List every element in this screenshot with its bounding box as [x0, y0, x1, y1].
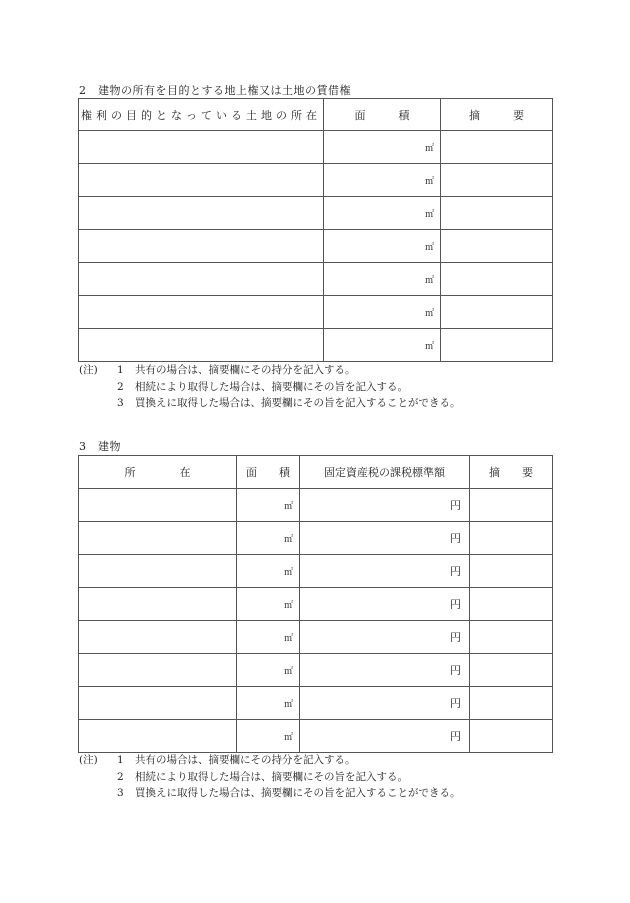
land-rights-table [78, 98, 553, 362]
remarks-cell[interactable] [441, 131, 553, 164]
area-cell[interactable]: ㎡ [237, 555, 300, 588]
tax-value-cell[interactable]: 円 [300, 687, 470, 720]
note-text: 買換えに取得した場合は、摘要欄にその旨を記入することができる。 [135, 397, 461, 409]
section3-notes [79, 752, 461, 802]
remarks-cell[interactable] [470, 555, 553, 588]
area-cell[interactable]: ㎡ [237, 489, 300, 522]
note-number: 2 [117, 380, 124, 393]
land-location-cell[interactable] [79, 197, 324, 230]
land-location-cell[interactable] [79, 164, 324, 197]
table-row [79, 720, 553, 753]
table-row [79, 621, 553, 654]
land-location-cell[interactable] [79, 329, 324, 362]
tax-value-cell[interactable]: 円 [300, 588, 470, 621]
remarks-cell[interactable] [470, 588, 553, 621]
remarks-cell[interactable] [470, 621, 553, 654]
tax-value-cell[interactable]: 円 [300, 522, 470, 555]
table-row [79, 555, 553, 588]
building-location-cell[interactable] [79, 489, 237, 522]
table-row [79, 687, 553, 720]
header-remarks: 摘 要 [470, 456, 553, 489]
building-location-cell[interactable] [79, 522, 237, 555]
area-cell[interactable]: ㎡ [324, 296, 441, 329]
area-cell[interactable]: ㎡ [237, 687, 300, 720]
header-tax-value: 固定資産税の課税標準額 [300, 456, 470, 489]
remarks-cell[interactable] [470, 687, 553, 720]
land-location-cell[interactable] [79, 296, 324, 329]
tax-value-cell[interactable]: 円 [300, 555, 470, 588]
remarks-cell[interactable] [441, 164, 553, 197]
section3-title: 3 建物 [79, 440, 121, 453]
table-row [79, 230, 553, 263]
header-remarks: 摘 要 [441, 99, 553, 131]
remarks-cell[interactable] [441, 263, 553, 296]
remarks-cell[interactable] [441, 230, 553, 263]
area-cell[interactable]: ㎡ [237, 621, 300, 654]
land-location-cell[interactable] [79, 263, 324, 296]
area-cell[interactable]: ㎡ [324, 230, 441, 263]
area-cell[interactable]: ㎡ [324, 164, 441, 197]
tax-value-cell[interactable]: 円 [300, 621, 470, 654]
building-location-cell[interactable] [79, 687, 237, 720]
remarks-cell[interactable] [470, 489, 553, 522]
note-label: (注) [79, 364, 98, 376]
note-text: 共有の場合は、摘要欄にその持分を記入する。 [135, 754, 356, 766]
note-text: 買換えに取得した場合は、摘要欄にその旨を記入することができる。 [135, 787, 461, 799]
table-row [79, 522, 553, 555]
section2-title: 2 建物の所有を目的とする地上権又は土地の賃借権 [79, 84, 351, 97]
note-number: 3 [117, 787, 124, 799]
header-land-location: 権利の目的となっている土地の所在 [79, 99, 324, 131]
area-cell[interactable]: ㎡ [237, 522, 300, 555]
tax-value-cell[interactable]: 円 [300, 720, 470, 753]
table-row [79, 164, 553, 197]
building-location-cell[interactable] [79, 720, 237, 753]
building-location-cell[interactable] [79, 588, 237, 621]
area-cell[interactable]: ㎡ [324, 263, 441, 296]
area-cell[interactable]: ㎡ [324, 131, 441, 164]
land-location-cell[interactable] [79, 131, 324, 164]
area-cell[interactable]: ㎡ [324, 197, 441, 230]
tax-value-cell[interactable]: 円 [300, 654, 470, 687]
note-label: (注) [79, 754, 98, 766]
note-number: 3 [117, 397, 124, 409]
section2-notes [79, 362, 461, 412]
note-number: 2 [117, 770, 124, 783]
remarks-cell[interactable] [441, 329, 553, 362]
table-row [79, 197, 553, 230]
header-area: 面 積 [324, 99, 441, 131]
area-cell[interactable]: ㎡ [237, 588, 300, 621]
remarks-cell[interactable] [441, 197, 553, 230]
header-building-location: 所 在 [79, 456, 237, 489]
table-row [79, 296, 553, 329]
building-location-cell[interactable] [79, 555, 237, 588]
area-cell[interactable]: ㎡ [237, 720, 300, 753]
table-row [79, 329, 553, 362]
building-location-cell[interactable] [79, 621, 237, 654]
note-number: 1 [117, 754, 124, 766]
table-row [79, 489, 553, 522]
buildings-table [78, 455, 553, 753]
table-row [79, 654, 553, 687]
table-row [79, 263, 553, 296]
area-cell[interactable]: ㎡ [324, 329, 441, 362]
tax-value-cell[interactable]: 円 [300, 489, 470, 522]
table-row [79, 131, 553, 164]
note-number: 1 [117, 364, 124, 376]
remarks-cell[interactable] [470, 654, 553, 687]
note-text: 共有の場合は、摘要欄にその持分を記入する。 [135, 364, 356, 376]
table-row [79, 588, 553, 621]
building-location-cell[interactable] [79, 654, 237, 687]
note-text: 相続により取得した場合は、摘要欄にその旨を記入する。 [135, 380, 408, 393]
area-cell[interactable]: ㎡ [237, 654, 300, 687]
header-area: 面 積 [237, 456, 300, 489]
remarks-cell[interactable] [441, 296, 553, 329]
remarks-cell[interactable] [470, 720, 553, 753]
remarks-cell[interactable] [470, 522, 553, 555]
note-text: 相続により取得した場合は、摘要欄にその旨を記入する。 [135, 770, 408, 783]
land-location-cell[interactable] [79, 230, 324, 263]
